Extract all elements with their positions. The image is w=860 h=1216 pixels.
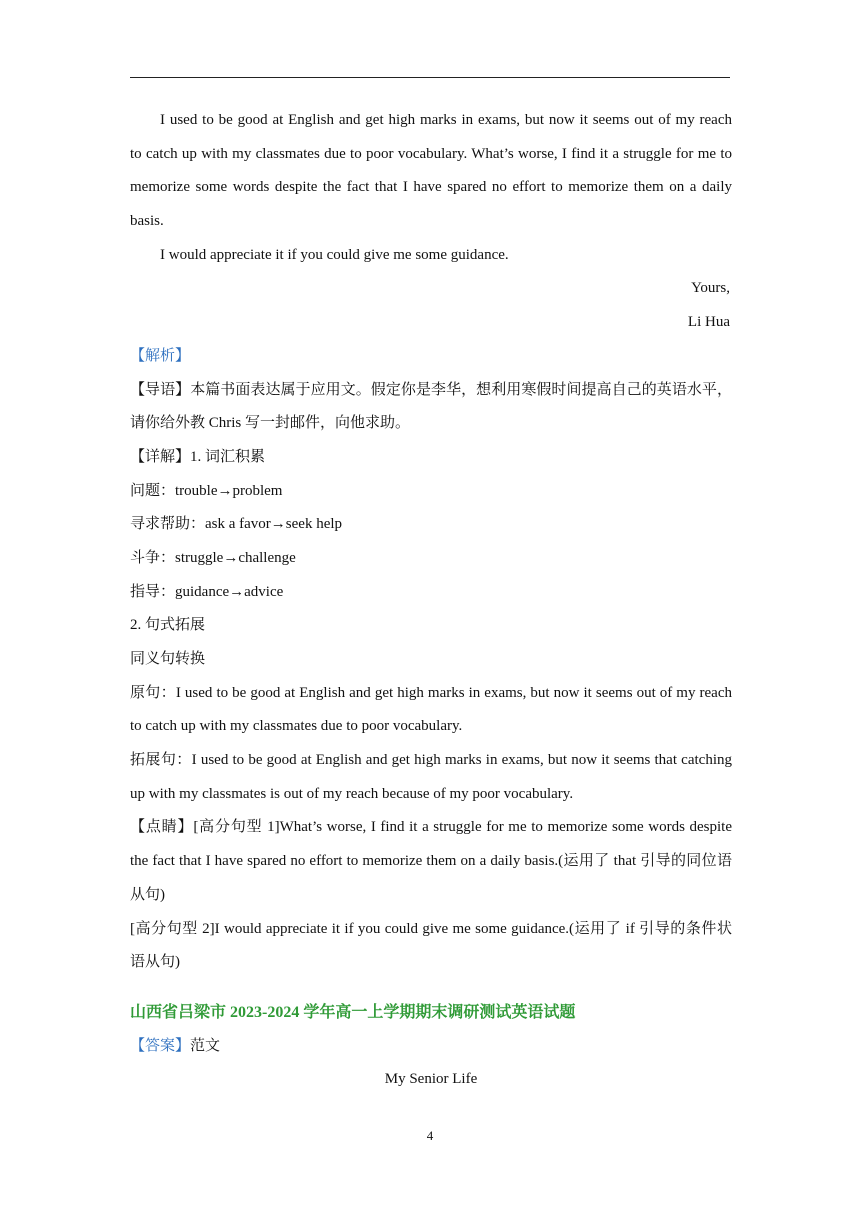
highlight-line: [高分句型 2]I would appreciate it if you could give me some guidance.(运用了 if 引导的条件状: [130, 920, 732, 937]
letter-line: to catch up with my classmates due to poor vocabulary. What’s worse, I find it a struggle for me to: [130, 145, 732, 162]
page-number: 4: [426, 1128, 434, 1143]
letter-signature: Li Hua: [687, 314, 730, 331]
synonym-heading: 同义句转换: [130, 651, 206, 667]
sentence-heading: 2. 句式拓展: [130, 617, 206, 634]
detail-line: 【详解】1. 词汇积累: [130, 448, 266, 465]
original-sentence-line: 原句：I used to be good at English and get high marks in exams, but now it seems out of my reach: [130, 684, 732, 701]
letter-line: I would appreciate it if you could give me some guidance.: [160, 246, 509, 263]
guide-line: 【导语】本篇书面表达属于应用文。假定你是李华，想利用寒假时间提高自己的英语水平，: [130, 381, 732, 398]
guide-tag: 【导语】: [130, 381, 191, 398]
highlight-line: 语从句): [130, 954, 180, 971]
detail-tag: 【详解】: [130, 448, 191, 465]
guide-line: 请你给外教 Chris 写一封邮件，向他求助。: [130, 415, 411, 432]
letter-line: basis.: [130, 213, 164, 230]
vocab-item: 指导：guidance→advice: [130, 583, 284, 600]
extended-sentence-line: 拓展句：I used to be good at English and get high marks in exams, but now it seems that catching: [130, 752, 732, 769]
highlight-line: 从句): [130, 886, 165, 903]
document-body: [130, 104, 732, 1097]
letter-line: I used to be good at English and get high marks in exams, but now it seems out of my reach: [160, 112, 732, 128]
section-title: 山西省吕梁市 2023-2024 学年高一上学期期末调研测试英语试题: [130, 1003, 576, 1021]
essay-title: My Senior Life: [384, 1071, 478, 1088]
answer-tag: 【答案】: [130, 1037, 191, 1054]
analysis-label: 【解析】: [130, 347, 191, 364]
vocab-item: 问题：trouble→problem: [130, 482, 283, 499]
answer-line: 【答案】范文: [130, 1037, 221, 1054]
highlight-line: 【点睛】[高分句型 1]What’s worse, I find it a struggle for me to memorize some words despite: [130, 819, 732, 836]
original-sentence-line: to catch up with my classmates due to poor vocabulary.: [130, 718, 463, 735]
letter-line: memorize some words despite the fact that I have spared no effort to memorize them on a daily: [130, 179, 732, 196]
highlight-tag: 【点睛】: [130, 819, 194, 836]
vocab-item: 寻求帮助：ask a favor→seek help: [130, 516, 343, 533]
extended-sentence-line: up with my classmates is out of my reach because of my poor vocabulary.: [130, 785, 574, 802]
letter-closing: Yours,: [691, 280, 730, 297]
highlight-line: the fact that I have spared no effort to memorize them on a daily basis.(运用了 that 引导的同位语: [130, 853, 732, 870]
vocab-item: 斗争：struggle→challenge: [130, 549, 296, 566]
header-rule: [130, 77, 730, 78]
